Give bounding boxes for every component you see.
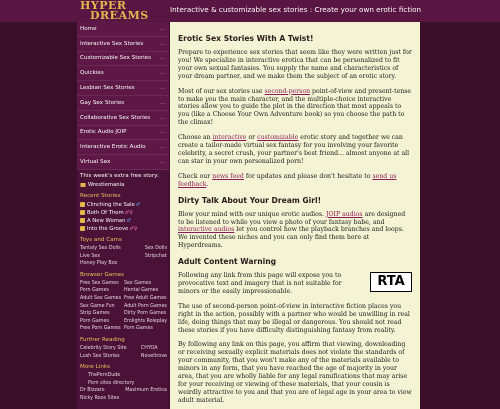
nav-item-customizable[interactable] (77, 52, 169, 67)
more-icon: ... (160, 85, 165, 92)
recent-heading: Recent Stories (80, 192, 121, 199)
site-tagline: Interactive & customizable sex stories : Create your own erotic fiction (170, 5, 422, 14)
more-links-heading: More Links (80, 364, 111, 371)
more-icon: ... (160, 55, 165, 62)
nav-item-quickies[interactable] (77, 66, 169, 81)
story-label: Both Of Them (87, 209, 124, 216)
intro-paragraph: Prepare to experience sex stories that seem like they were written just for you! We specialize in interactive erotica that can be personalized to fit your own sexual fantasies. You supply the name and characteristics of your dream partner, and we make them the subject of an erotic story. (178, 49, 412, 80)
link[interactable]: Porn Games (80, 318, 109, 324)
audio-heading: Dirty Talk About Your Dream Girl! (178, 195, 322, 205)
customizable-link[interactable]: customizable (257, 134, 299, 142)
book-icon (80, 182, 86, 188)
link[interactable]: Porn Games (80, 288, 109, 294)
nav-item-home[interactable] (77, 22, 169, 37)
joip-audios-link[interactable]: JOIP audios (325, 210, 363, 218)
news-feed-link[interactable]: news feed (212, 172, 244, 180)
nav-label: Virtual Sex (80, 159, 111, 166)
toys-cams (77, 234, 169, 269)
nav-item-collaborative[interactable] (77, 111, 169, 126)
lock-icon (80, 226, 85, 231)
link[interactable]: Dr Bizzaro (80, 388, 105, 394)
free-story-heading: This week's extra free story: (80, 172, 159, 179)
more-icon: ... (160, 99, 165, 106)
recent-story-item[interactable] (80, 209, 167, 217)
link[interactable]: Free Adult Games (124, 295, 167, 301)
second-person-link[interactable]: second-person (264, 87, 311, 95)
more-links (77, 361, 169, 403)
gender-icon: ♂♀ (124, 209, 133, 216)
link[interactable]: Adult Sex Games (80, 295, 122, 301)
logo-line1: HYPER (80, 0, 127, 12)
gender-icon: ♂ (135, 201, 141, 208)
nav-label: Erotic Audio JOIP (80, 129, 127, 136)
choose-paragraph: Choose an interactive or customizable erotic story and together we can create a tailor-made virtual sex fantasy for you involving your favorite celebrity, a secret crush, your partner's best friend... almost anyone at all can star in your own personalized porn! (178, 134, 410, 165)
recent-story-item[interactable] (80, 217, 167, 225)
free-story-box (77, 170, 169, 190)
free-story-title: Wrestlemania (88, 181, 125, 188)
gender-icon: ♂♀ (129, 225, 138, 232)
nav-item-virtual-sex[interactable] (77, 155, 169, 170)
nav-label: Gay Sex Stories (80, 99, 125, 106)
nav-label: Quickies (80, 70, 104, 77)
more-icon: ... (160, 129, 165, 136)
link[interactable]: Sex Game Fun (80, 303, 115, 309)
legal-paragraph: By following any link on this page, you affirm that viewing, downloading or receiving sexually explicit materials does not violate the standards of your community, that you won't make any of the materials available to minors in any form, that you have reached the age of majority in your area, that you are wholly liable for any legal ramifications that may arise for your receiving or viewing of these materials, that your cousin is weirdly attractive to you and that you are of legal age in your area to view adult material. (178, 341, 412, 404)
nav-item-gay[interactable] (77, 96, 169, 111)
further-reading (77, 334, 169, 361)
warning-heading: Adult Content Warning (178, 257, 277, 267)
link[interactable]: Sex Dolls (144, 245, 167, 251)
feedback-link[interactable]: send us feedback (178, 172, 397, 188)
recent-story-item[interactable] (80, 225, 167, 233)
link[interactable]: Celebrity Story Site (80, 345, 127, 351)
nav-label: Customizable Sex Stories (80, 55, 152, 62)
link[interactable]: CHYOA (140, 345, 158, 351)
toys-heading: Toys and Cams (80, 236, 122, 243)
link[interactable]: Hentai Games (124, 288, 159, 294)
link[interactable]: Strip Games (80, 311, 110, 317)
link: Porn sites directory (88, 380, 135, 386)
site-logo[interactable] (80, 0, 149, 22)
recent-stories (77, 190, 169, 234)
games-heading: Browser Games (80, 271, 125, 278)
link[interactable]: Porn Games (124, 326, 153, 332)
link[interactable]: Free Porn Games (80, 326, 121, 332)
more-icon: ... (160, 159, 165, 166)
nav-item-lesbian[interactable] (77, 81, 169, 96)
further-heading: Further Reading (80, 336, 125, 343)
lock-icon (80, 218, 85, 223)
warning-paragraph: RTA Following any link from this page will expose you to provocative text and imagery that is not suitable for minors or the easily impressionable. (178, 272, 412, 296)
link[interactable]: Stripchat (144, 253, 167, 259)
rta-badge[interactable]: RTA (370, 272, 412, 292)
more-icon: ... (160, 70, 165, 77)
pov-paragraph: Most of our sex stories use second-person point-of-view and present-tense to make you the main character, and the multiple-choice interactive stories allow you to guide the plot in the direction that most appeals to you (like a Choose Your Own Adventure book) so you choose the path to the climax! (178, 87, 412, 127)
more-icon: ... (160, 144, 165, 151)
story-label: Into the Groove (87, 225, 129, 232)
link[interactable]: Noveltrove (140, 353, 167, 359)
interactive-audios-link[interactable]: interactive audios (178, 226, 235, 234)
nav-label: Home (80, 25, 97, 32)
nav-label: Interactive Erotic Audio (80, 144, 146, 151)
lock-icon (80, 202, 85, 207)
site-header (0, 0, 500, 22)
main-content (170, 22, 420, 409)
nav-label: Collaborative Sex Stories (80, 114, 151, 121)
nav-label: Interactive Sex Stories (80, 40, 144, 47)
interactive-link[interactable]: interactive (212, 134, 247, 142)
link[interactable]: Adult Porn Games (124, 303, 167, 309)
audio-paragraph: Blow your mind with our unique erotic audios. JOIP audios are designed to be listened to while you view a photo of your fantasy babe, and interactive audios let you control how the playback branches and loops. We invented these niches and you can only find them here at Hyperdreams. (178, 210, 406, 250)
more-icon: ... (160, 114, 165, 121)
link[interactable]: Lush Sex Stories (80, 353, 120, 359)
main-nav (77, 22, 169, 170)
link[interactable]: Maximum Erotica (125, 388, 167, 394)
lock-icon (80, 210, 85, 215)
browser-games (77, 269, 169, 334)
free-story-link[interactable] (80, 181, 167, 189)
recent-story-item[interactable] (80, 201, 167, 209)
nav-item-audio-joip[interactable] (77, 126, 169, 141)
link[interactable]: Dirty Porn Games (124, 311, 167, 317)
story-label: Clinching the Sale (87, 201, 135, 208)
logo-line2: DREAMS (90, 9, 149, 22)
link[interactable]: ThePornDude (88, 373, 121, 379)
more-icon: ... (160, 25, 165, 32)
link[interactable]: Free Sex Games (80, 280, 119, 286)
page-title: Erotic Sex Stories With A Twist! (178, 34, 314, 43)
pov-warning-paragraph: The use of second-person point-of-view in interactive fiction places you right in the action, possibly with a partner who would be unwilling in real life, doing things that may be illegal or dangerous. You should not read these stories if you have difficulty distinguishing fantasy from reality. (178, 302, 410, 334)
story-label: A New Woman (87, 217, 126, 224)
nav-label: Lesbian Sex Stories (80, 85, 135, 92)
link[interactable]: Honey Play Box (80, 261, 118, 267)
news-paragraph: Check our news feed for updates and please don't hesitate to send us feedback. (178, 172, 397, 188)
nav-item-interactive[interactable] (77, 37, 169, 52)
link[interactable]: Live Sex (80, 253, 101, 259)
gender-icon: ♂ (126, 217, 131, 224)
link[interactable]: Nicky Roos Sites (80, 395, 120, 401)
sidebar (77, 22, 169, 409)
link[interactable]: Sex Games (124, 280, 152, 286)
link[interactable] (145, 260, 167, 268)
more-icon: ... (160, 40, 165, 47)
link[interactable]: Tantaly Sex Dolls (80, 245, 121, 251)
nav-item-interactive-audio[interactable] (77, 140, 169, 155)
link[interactable]: Erolights Roleplay (124, 318, 167, 324)
